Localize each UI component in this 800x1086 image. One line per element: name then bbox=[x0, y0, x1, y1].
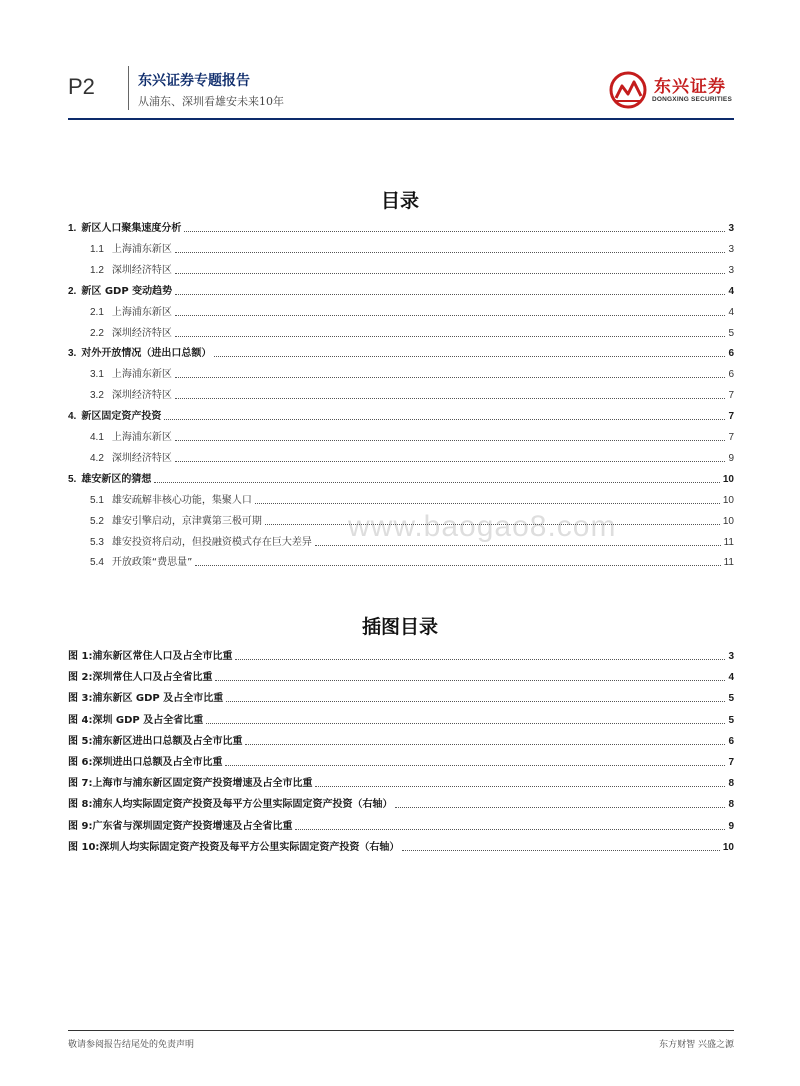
toc-entry-label: 新区 GDP 变动趋势 bbox=[81, 285, 173, 297]
figure-entry-page: 8 bbox=[728, 799, 734, 811]
figure-entry[interactable] bbox=[68, 840, 734, 854]
figure-entry[interactable] bbox=[68, 670, 734, 684]
figure-leader-dots bbox=[225, 764, 725, 766]
page-number: P2 bbox=[68, 74, 95, 99]
toc-entry-label: 对外开放情况（进出口总额） bbox=[81, 348, 212, 360]
toc-entry[interactable] bbox=[68, 221, 734, 235]
toc-leader-dots bbox=[154, 481, 720, 483]
figure-entry-page: 7 bbox=[728, 757, 734, 768]
toc-entry[interactable] bbox=[68, 535, 734, 549]
toc-leader-dots bbox=[175, 439, 726, 441]
toc-entry-page: 3 bbox=[728, 223, 734, 234]
toc-entry[interactable] bbox=[68, 493, 734, 507]
toc-leader-dots bbox=[175, 376, 726, 378]
figure-entry-page: 3 bbox=[728, 651, 734, 662]
toc-entry[interactable] bbox=[68, 555, 734, 569]
toc-entry-page: 4 bbox=[728, 285, 734, 297]
figure-entry-page: 6 bbox=[728, 735, 734, 747]
logo-english-name: DONGXING SECURITIES bbox=[652, 96, 733, 103]
toc-entry-number: 3.1 bbox=[90, 369, 104, 381]
figure-entry[interactable] bbox=[68, 649, 734, 663]
toc-entry-page: 9 bbox=[728, 452, 734, 464]
toc-entry[interactable] bbox=[68, 430, 734, 444]
toc-entry-number: 5.2 bbox=[90, 515, 104, 527]
toc-leader-dots bbox=[315, 544, 721, 546]
toc-entry-page: 10 bbox=[722, 494, 734, 506]
figure-entry-page: 5 bbox=[728, 714, 734, 726]
figure-entry-label: 图 8:浦东人均实际固定资产投资及每平方公里实际固定资产投资（右轴） bbox=[68, 799, 393, 811]
toc-entry-label: 上海浦东新区 bbox=[111, 369, 172, 381]
report-series-title: 东兴证券专题报告 bbox=[138, 73, 250, 89]
toc-entry-number: 1. bbox=[68, 223, 77, 234]
toc-entry-label: 雄安疏解非核心功能，集聚人口 bbox=[111, 494, 252, 506]
toc-leader-dots bbox=[184, 230, 725, 232]
toc-leader-dots bbox=[175, 460, 726, 462]
figure-entry-label: 图 10:深圳人均实际固定资产投资及每平方公里实际固定资产投资（右轴） bbox=[68, 841, 400, 853]
figure-entry[interactable] bbox=[68, 755, 734, 769]
toc-entry[interactable] bbox=[68, 263, 734, 277]
header-divider bbox=[128, 66, 129, 110]
figure-entry-label: 图 3:浦东新区 GDP 及占全市比重 bbox=[68, 693, 224, 705]
figure-entry[interactable] bbox=[68, 776, 734, 790]
toc-entry-label: 深圳经济特区 bbox=[111, 264, 172, 276]
toc-entry[interactable] bbox=[68, 388, 734, 402]
figure-entry-label: 图 1:浦东新区常住人口及占全市比重 bbox=[68, 651, 233, 662]
toc-entry-label: 开放政策“费思量” bbox=[111, 557, 193, 569]
toc-entry-page: 10 bbox=[722, 515, 734, 527]
toc-entry-page: 6 bbox=[728, 369, 734, 381]
footer-slogan: 东方财智 兴盛之源 bbox=[659, 1040, 734, 1050]
toc-entry-number: 3. bbox=[68, 348, 77, 360]
toc-entry-number: 1.2 bbox=[90, 264, 104, 276]
toc-leader-dots bbox=[175, 251, 726, 253]
toc-entry-page: 3 bbox=[728, 264, 734, 276]
watermark: www.baogao8.com bbox=[348, 510, 617, 543]
figure-entry[interactable] bbox=[68, 819, 734, 833]
figure-entry-page: 4 bbox=[728, 672, 734, 684]
toc-entry-page: 4 bbox=[728, 306, 734, 318]
toc-title: 目录 bbox=[380, 190, 419, 212]
toc-entry-number: 2.1 bbox=[90, 306, 104, 318]
toc-entry[interactable] bbox=[68, 305, 734, 319]
figure-entry-label: 图 5:浦东新区进出口总额及占全市比重 bbox=[68, 735, 243, 747]
toc-leader-dots bbox=[195, 564, 720, 566]
toc-leader-dots bbox=[255, 502, 720, 504]
toc-leader-dots bbox=[214, 355, 725, 357]
toc-entry-label: 深圳经济特区 bbox=[111, 390, 172, 402]
toc-entry-label: 上海浦东新区 bbox=[111, 306, 172, 318]
toc-entry[interactable] bbox=[68, 326, 734, 340]
toc-entry-label: 新区人口聚集速度分析 bbox=[81, 223, 182, 234]
figure-leader-dots bbox=[226, 700, 725, 702]
figure-entry[interactable] bbox=[68, 691, 734, 705]
toc-leader-dots bbox=[175, 293, 725, 295]
toc-entry-number: 5.3 bbox=[90, 536, 104, 548]
toc-entry-number: 3.2 bbox=[90, 390, 104, 402]
figure-leader-dots bbox=[235, 658, 725, 660]
toc-leader-dots bbox=[265, 523, 720, 525]
figure-leader-dots bbox=[395, 806, 725, 808]
figure-entry-page: 10 bbox=[722, 841, 734, 853]
figure-leader-dots bbox=[215, 679, 725, 681]
toc-entry-number: 5. bbox=[68, 473, 77, 485]
toc-entry-number: 4.1 bbox=[90, 432, 104, 443]
toc-entry-label: 新区固定资产投资 bbox=[81, 411, 162, 423]
report-subtitle: 从浦东、深圳看雄安未来10年 bbox=[138, 95, 284, 108]
toc-entry-label: 雄安引擎启动，京津冀第三极可期 bbox=[111, 515, 262, 527]
toc-entry-number: 5.1 bbox=[90, 494, 104, 506]
figure-entry-page: 8 bbox=[728, 778, 734, 790]
toc-entry-label: 雄安新区的猜想 bbox=[81, 473, 152, 485]
toc-entry[interactable] bbox=[68, 367, 734, 381]
toc-entry[interactable] bbox=[68, 409, 734, 423]
toc-entry-number: 4.2 bbox=[90, 452, 104, 464]
toc-entry-label: 深圳经济特区 bbox=[111, 452, 172, 464]
toc-entry-page: 7 bbox=[728, 390, 734, 402]
toc-entry-page: 7 bbox=[728, 432, 734, 443]
toc-entry-label: 上海浦东新区 bbox=[111, 243, 172, 255]
figure-leader-dots bbox=[315, 785, 725, 787]
figure-leader-dots bbox=[402, 849, 719, 851]
figure-entry-page: 9 bbox=[728, 820, 734, 832]
toc-entry-page: 11 bbox=[723, 557, 734, 569]
toc-entry-label: 上海浦东新区 bbox=[111, 432, 172, 443]
figure-leader-dots bbox=[206, 722, 725, 724]
figures-title: 插图目录 bbox=[361, 616, 438, 638]
toc-leader-dots bbox=[164, 418, 725, 420]
toc-leader-dots bbox=[175, 397, 726, 399]
footer-rule bbox=[68, 1030, 734, 1031]
toc-entry-page: 7 bbox=[728, 411, 734, 423]
figure-entry-label: 图 6:深圳进出口总额及占全市比重 bbox=[68, 757, 223, 768]
toc-entry-page: 6 bbox=[728, 348, 734, 360]
figure-entry[interactable] bbox=[68, 797, 734, 811]
toc-leader-dots bbox=[175, 335, 726, 337]
figure-entry-label: 图 4:深圳 GDP 及占全省比重 bbox=[68, 714, 204, 726]
footer-disclaimer: 敬请参阅报告结尾处的免责声明 bbox=[68, 1040, 195, 1050]
toc-entry[interactable] bbox=[68, 242, 734, 256]
figure-leader-dots bbox=[295, 828, 725, 830]
figure-entry-label: 图 2:深圳常住人口及占全省比重 bbox=[68, 672, 213, 684]
toc-entry-number: 4. bbox=[68, 411, 77, 423]
header-rule bbox=[68, 118, 734, 120]
figure-entry-label: 图 9:广东省与深圳固定资产投资增速及占全省比重 bbox=[68, 820, 293, 832]
toc-entry[interactable] bbox=[68, 284, 734, 298]
toc-entry[interactable] bbox=[68, 472, 734, 486]
toc-entry-page: 10 bbox=[722, 473, 734, 485]
toc-entry-page: 5 bbox=[728, 327, 734, 339]
logo-name: 东兴证券 bbox=[654, 77, 726, 97]
figure-entry-page: 5 bbox=[728, 693, 734, 705]
toc-entry[interactable] bbox=[68, 514, 734, 528]
toc-entry-label: 深圳经济特区 bbox=[111, 327, 172, 339]
toc-entry-number: 1.1 bbox=[90, 243, 104, 255]
toc-entry-number: 2.2 bbox=[90, 327, 104, 339]
toc-entry-label: 雄安投资将启动，但投融资模式存在巨大差异 bbox=[111, 536, 312, 548]
toc-entry-page: 3 bbox=[728, 243, 734, 255]
figure-leader-dots bbox=[245, 743, 725, 745]
toc-entry-page: 11 bbox=[723, 536, 734, 548]
figure-entry[interactable] bbox=[68, 713, 734, 727]
toc-entry[interactable] bbox=[68, 451, 734, 465]
toc-entry-number: 5.4 bbox=[90, 557, 104, 569]
toc-leader-dots bbox=[175, 314, 726, 316]
toc-entry[interactable] bbox=[68, 346, 734, 360]
figure-entry[interactable] bbox=[68, 734, 734, 748]
toc-leader-dots bbox=[175, 272, 726, 274]
toc-entry-number: 2. bbox=[68, 285, 77, 297]
figure-entry-label: 图 7:上海市与浦东新区固定资产投资增速及占全市比重 bbox=[68, 778, 313, 790]
